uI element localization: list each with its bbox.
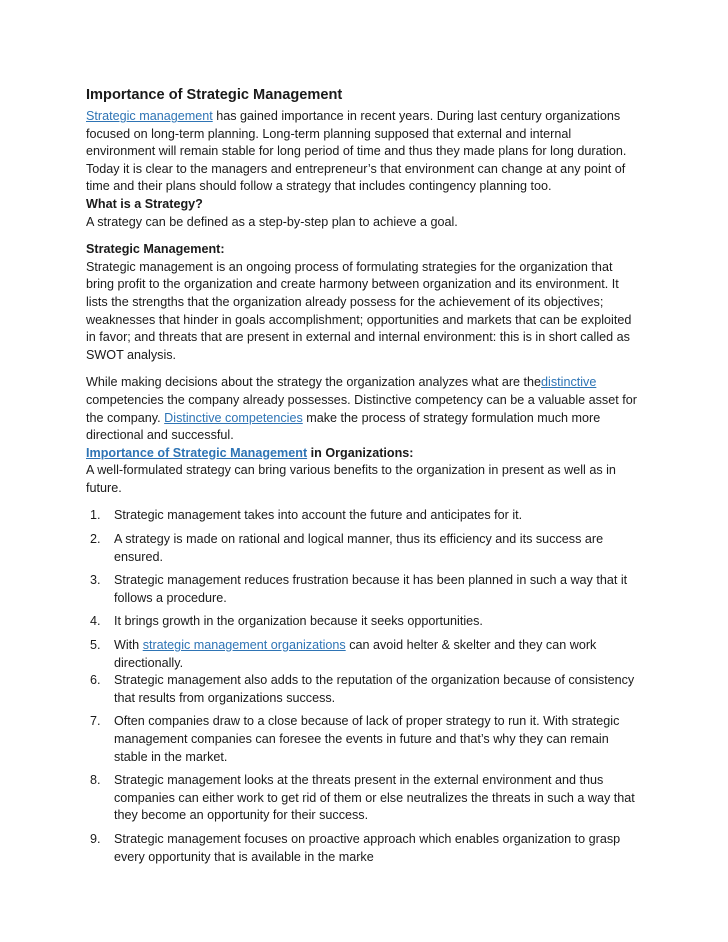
list-item [86,772,642,825]
what-is-strategy-text: A strategy can be defined as a step-by-step plan to achieve a goal. [86,214,458,229]
list-text: Strategic management looks at the threats present in the external environment and thus companies can either work to get rid of them or else neutralizes the threats in such a way that they become an opportunity for their success. [114,773,635,823]
distinctive-link[interactable]: distinctive [541,375,597,390]
strategic-management-link[interactable]: Strategic management [86,109,213,123]
list-item [86,713,642,766]
list-text: Strategic management takes into account the future and anticipates for it. [114,508,523,523]
list-text: Strategic management also adds to the reputation of the organization because of consistency that results from organizations success. [114,673,635,705]
list-number: 2. [90,532,101,547]
what-is-strategy-heading: What is a Strategy? [86,196,203,211]
list-item [86,613,642,631]
strategic-management-heading: Strategic Management: [86,242,225,257]
list-number: 8. [90,773,101,788]
list-text: A strategy is made on rational and logical manner, thus its efficiency and its success are ensured. [114,532,604,564]
list-item [86,831,642,866]
list-text: Strategic management focuses on proactive approach which enables organization to grasp every opportunity that is available in the marke [114,831,621,864]
list-text: It brings growth in the organization because it seeks opportunities. [114,614,483,629]
page-title: Importance of Strategic Management [86,87,343,103]
list-number: 6. [90,673,101,688]
strategic-management-organizations-link[interactable]: strategic management organizations [142,638,346,653]
strategic-management-text: Strategic management is an ongoing process of formulating strategies for the organization that bring profit to the organization and create harmony between organization and its environment. It lists the strengths that the organization already possess for the achievement of its objectives; weaknesses that hinder in goals accomplishment; opportunities and markets that can be exploited in favor; and threats that are present in external and internal environment: this is in short called as SWOT analysis. [86,259,632,362]
list-number: 3. [90,573,101,588]
decisions-text-1: While making decisions about the strategy the organization analyzes what are the [86,375,542,390]
list-item [86,507,642,525]
benefits-list [86,507,642,866]
list-text-pre: With [114,638,143,653]
decisions-text-2: competencies the company already possesses. Distinctive competency can be a valuable asset for the company. [86,392,637,425]
decisions-text-3: make the process of strategy formulation much more directional and successful. [86,410,601,443]
list-text: Often companies draw to a close because of lack of proper strategy to run it. With strategic management companies can foresee the events in future and that’s why they can remain stable in the market. [114,714,620,764]
list-number: 7. [90,714,101,729]
list-text: Strategic management reduces frustration because it has been planned in such a way that it follows a procedure. [114,573,628,605]
importance-link[interactable]: Importance of Strategic Management [86,445,308,460]
list-item [86,572,642,607]
intro-paragraph [86,108,642,196]
importance-heading-rest: in Organizations: [307,445,414,460]
list-number: 9. [90,831,101,846]
importance-heading [86,445,642,463]
list-item [86,672,642,707]
list-item [86,637,642,672]
document-page [86,86,642,872]
list-number: 1. [90,508,101,523]
decisions-paragraph [86,374,642,444]
intro-text: has gained importance in recent years. During last century organizations focused on long-term planning. Long-term planning supposed that external and internal environment will remain stable for long period of time and thus they made plans for long duration. Today it is clear to the managers and entrepreneur’s that environment can change at any point of time and their plans should follow a strategy that includes contingency planning too. [86,109,627,194]
list-number: 5. [90,638,101,653]
importance-text: A well-formulated strategy can bring various benefits to the organization in present as well as in future. [86,463,616,495]
list-number: 4. [90,614,101,629]
list-text-post: can avoid helter & skelter and they can work directionally. [114,638,597,670]
distinctive-competencies-link[interactable]: Distinctive competencies [164,410,303,425]
list-item [86,531,642,566]
